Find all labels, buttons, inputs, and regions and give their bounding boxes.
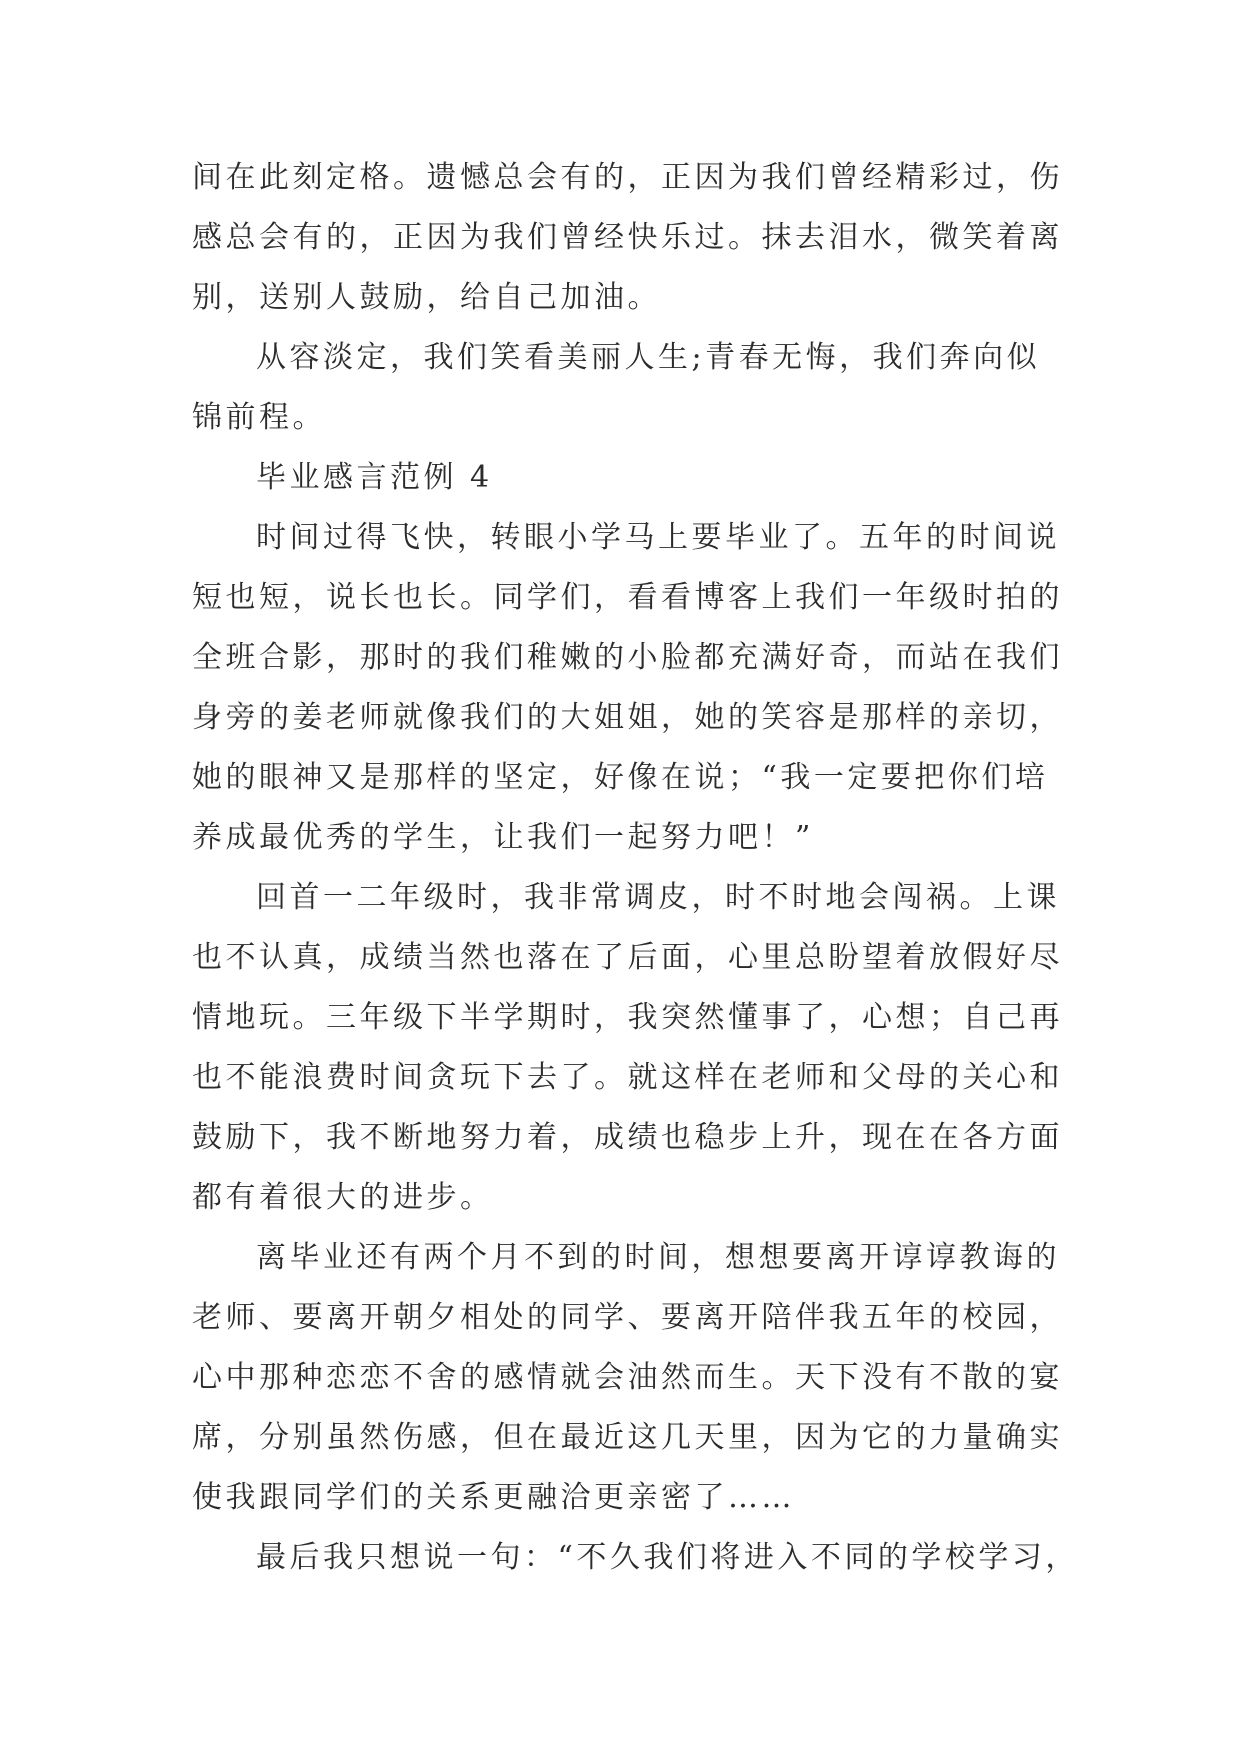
- text-line: 感总会有的，正因为我们曾经快乐过。抹去泪水，微笑着离: [192, 220, 1063, 255]
- text-line: 锦前程。: [192, 400, 326, 435]
- text-line: 养成最优秀的学生，让我们一起努力吧！”: [192, 820, 814, 855]
- text-line: 间在此刻定格。遗憾总会有的，正因为我们曾经精彩过，伤: [192, 160, 1063, 195]
- text-line: 最后我只想说一句：“不久我们将进入不同的学校学习，: [256, 1540, 1079, 1575]
- section-title: 毕业感言范例 4: [256, 460, 493, 495]
- text-line: 身旁的姜老师就像我们的大姐姐，她的笑容是那样的亲切，: [192, 700, 1063, 735]
- text-line: 也不能浪费时间贪玩下去了。就这样在老师和父母的关心和: [192, 1060, 1063, 1095]
- text-line: 短也短，说长也长。同学们，看看博客上我们一年级时拍的: [192, 580, 1063, 615]
- paragraph-3: [192, 508, 1063, 868]
- text-line: 使我跟同学们的关系更融洽更亲密了……: [192, 1480, 795, 1515]
- text-line: 情地玩。三年级下半学期时，我突然懂事了，心想；自己再: [192, 1000, 1063, 1035]
- paragraph-2: [192, 328, 1052, 448]
- text-line: 别，送别人鼓励，给自己加油。: [192, 280, 661, 315]
- text-line: 回首一二年级时，我非常调皮，时不时地会闯祸。上课: [256, 880, 1060, 915]
- text-line: 鼓励下，我不断地努力着，成绩也稳步上升，现在在各方面: [192, 1120, 1063, 1155]
- paragraph-4: [192, 868, 1063, 1228]
- text-line: 她的眼神又是那样的坚定，好像在说；“我一定要把你们培: [192, 760, 1049, 795]
- text-line: 都有着很大的进步。: [192, 1180, 494, 1215]
- paragraph-1: [192, 148, 1063, 328]
- paragraph-6: [192, 1528, 1079, 1588]
- document-body: [192, 148, 1079, 1588]
- text-line: 全班合影，那时的我们稚嫩的小脸都充满好奇，而站在我们: [192, 640, 1063, 675]
- text-line: 老师、要离开朝夕相处的同学、要离开陪伴我五年的校园，: [192, 1300, 1063, 1335]
- text-line: 时间过得飞快，转眼小学马上要毕业了。五年的时间说: [256, 520, 1060, 555]
- text-line: 从容淡定，我们笑看美丽人生;青春无悔，我们奔向似: [256, 340, 1041, 375]
- text-line: 离毕业还有两个月不到的时间，想想要离开谆谆教诲的: [256, 1240, 1060, 1275]
- text-line: 席，分别虽然伤感，但在最近这几天里，因为它的力量确实: [192, 1420, 1063, 1455]
- text-line: 也不认真，成绩当然也落在了后面，心里总盼望着放假好尽: [192, 940, 1063, 975]
- text-line: 心中那种恋恋不舍的感情就会油然而生。天下没有不散的宴: [192, 1360, 1063, 1395]
- section-heading: [192, 448, 1052, 508]
- paragraph-5: [192, 1228, 1063, 1528]
